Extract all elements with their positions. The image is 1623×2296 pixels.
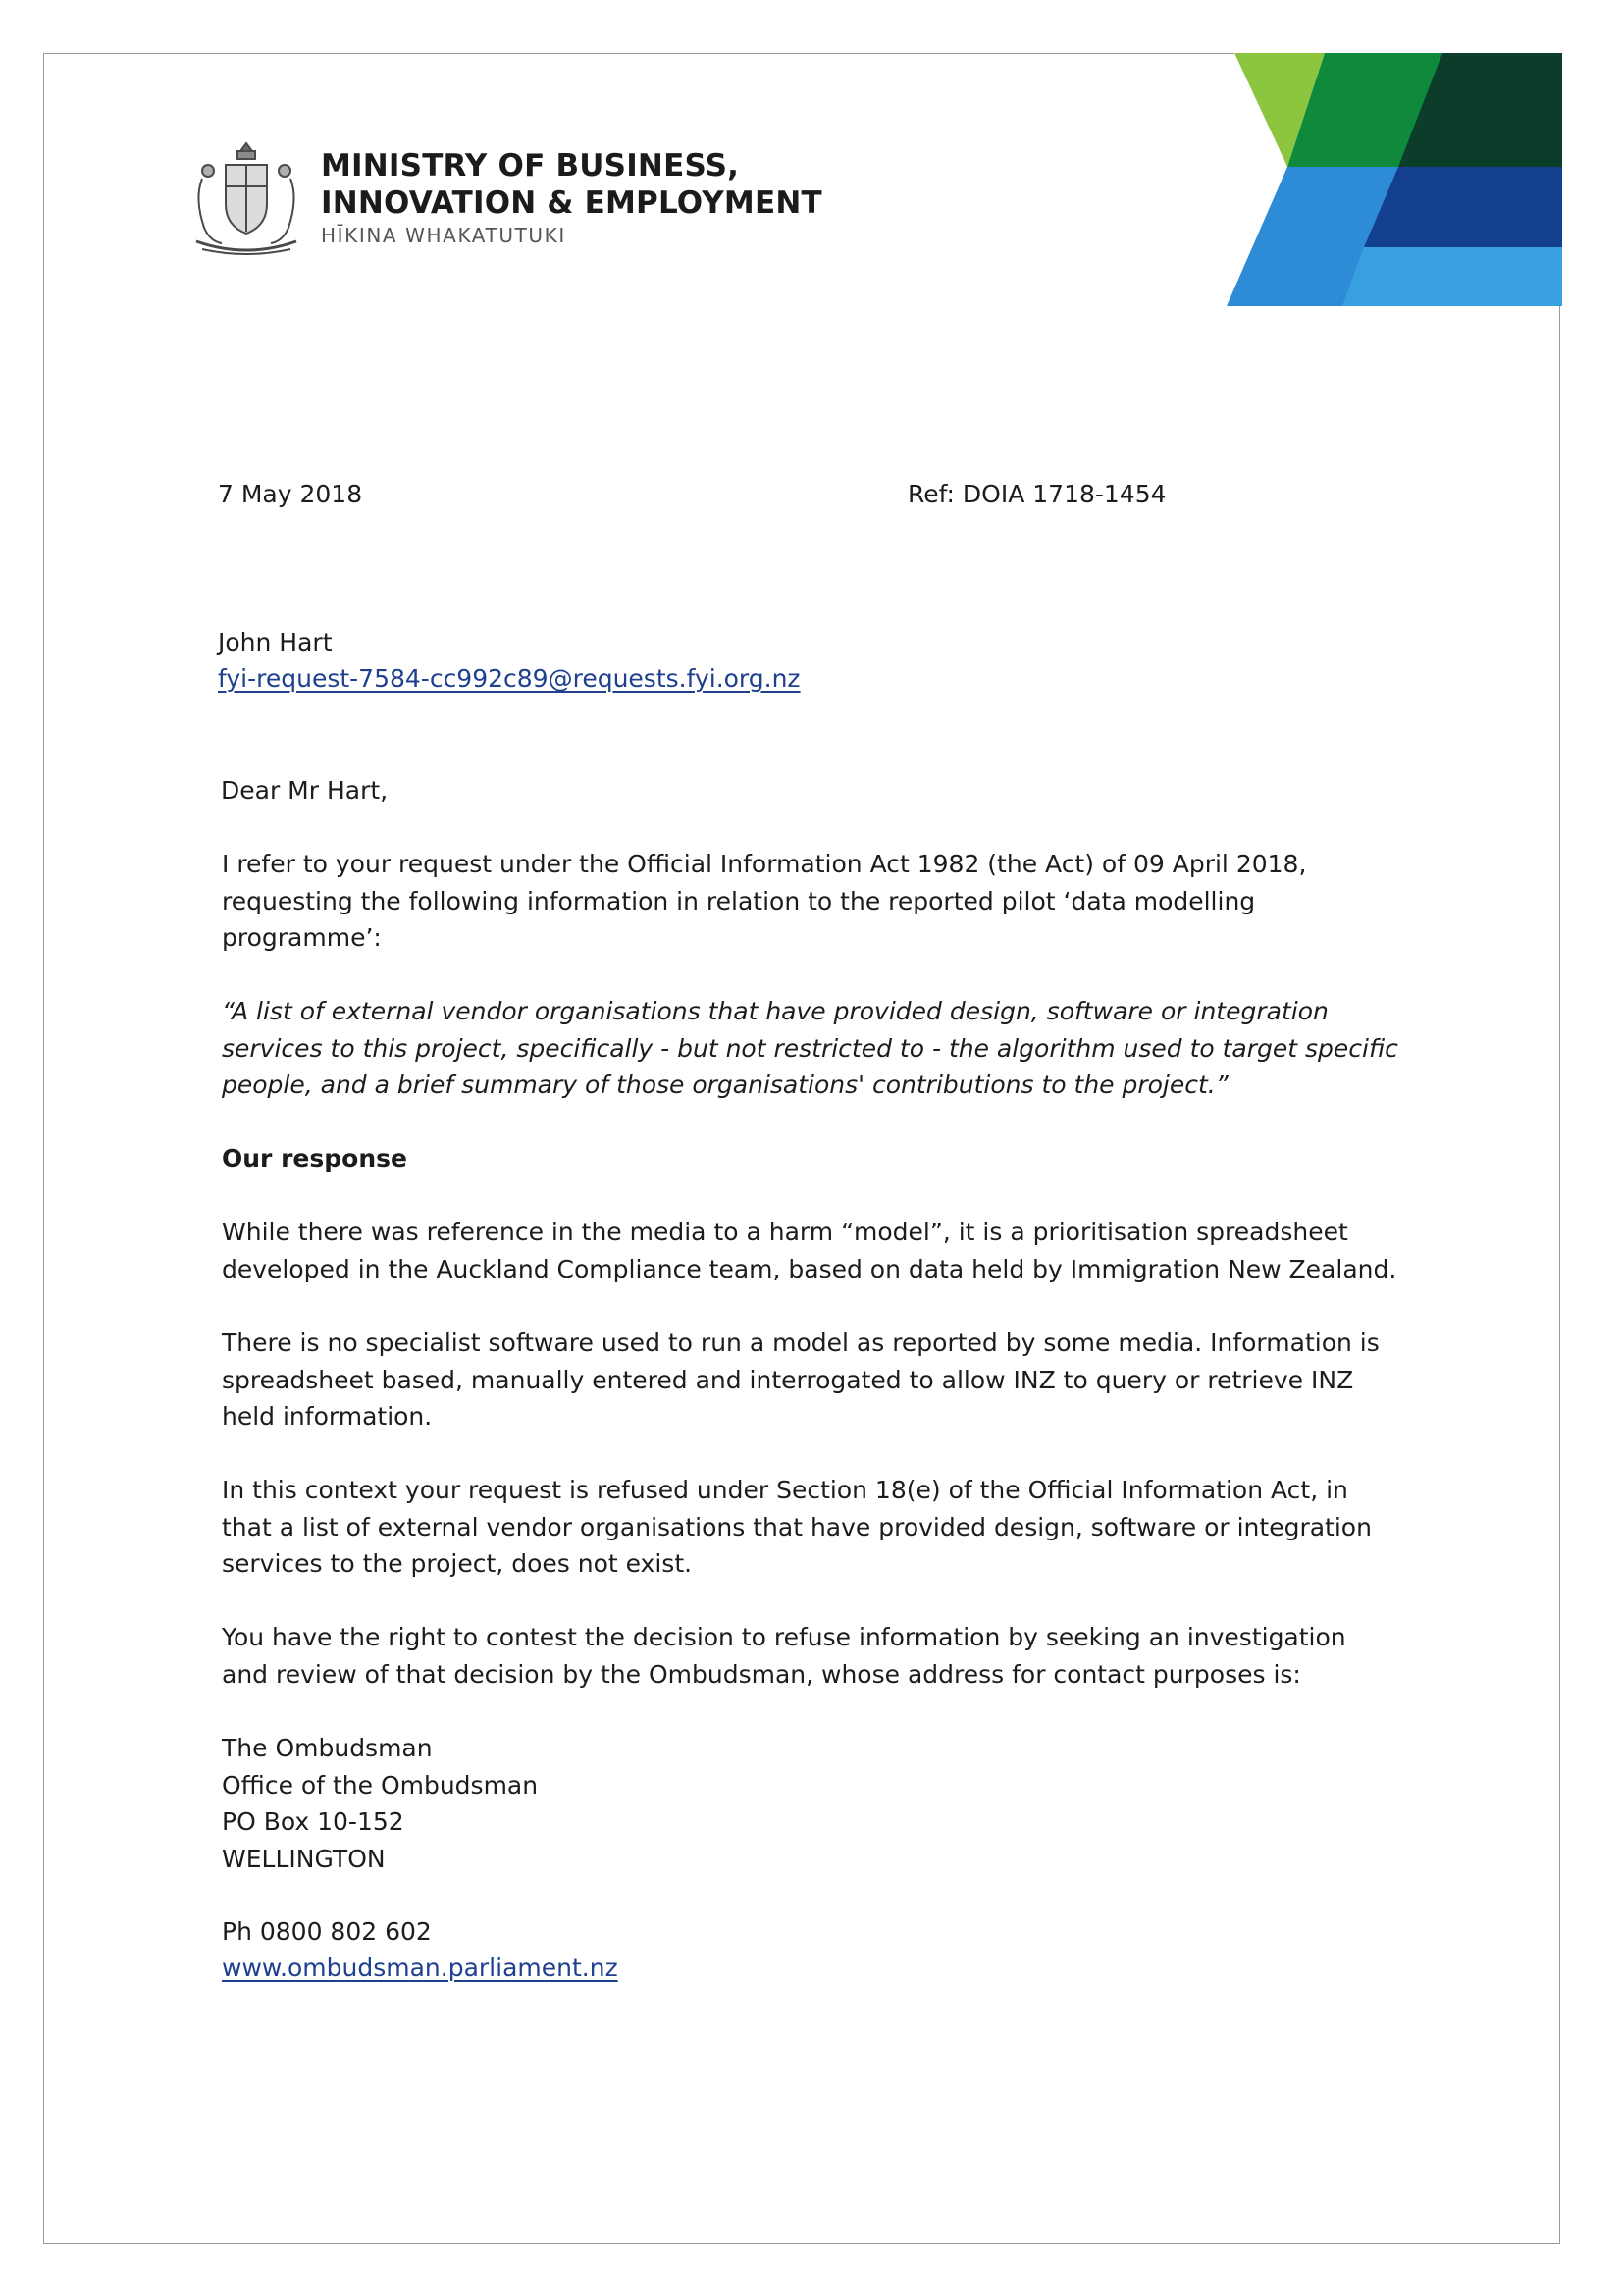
paragraph-line: While there was reference in the media to a harm “model”, it is a prioritisation spreadsheet (222, 1218, 1348, 1246)
ombudsman-address (222, 1730, 538, 1877)
address-line: PO Box 10-152 (222, 1807, 404, 1836)
paragraph-line: spreadsheet based, manually entered and interrogated to allow INZ to query or retrieve INZ (222, 1365, 1354, 1394)
address-line: The Ombudsman (222, 1734, 433, 1762)
paragraph-line: In this context your request is refused under Section 18(e) of the Official Information Act, in (222, 1476, 1348, 1504)
paragraph-line: You have the right to contest the decision to refuse information by seeking an investigation (222, 1623, 1346, 1651)
paragraph-3 (222, 1472, 1372, 1583)
ombudsman-phone: Ph 0800 802 602 (222, 1917, 432, 1946)
intro-paragraph (222, 846, 1306, 957)
paragraph-4 (222, 1619, 1346, 1693)
ombudsman-website-link[interactable]: www.ombudsman.parliament.nz (222, 1954, 618, 1982)
org-name-line2: INNOVATION & EMPLOYMENT (321, 185, 822, 221)
intro-line: programme’: (222, 923, 382, 952)
paragraph-1 (222, 1214, 1396, 1287)
brand-corner-graphic (1217, 53, 1562, 308)
org-maori-subtitle: HĪKINA WHAKATUTUKI (321, 224, 566, 247)
paragraph-line: services to the project, does not exist. (222, 1549, 693, 1578)
quote-line: services to this project, specifically - but not restricted to - the algorithm used to target specific (222, 1033, 1398, 1063)
quote-line: people, and a brief summary of those organisations' contributions to the project.” (222, 1070, 1229, 1099)
paragraph-line: There is no specialist software used to run a model as reported by some media. Information is (222, 1329, 1380, 1357)
response-heading: Our response (222, 1144, 407, 1173)
paragraph-2 (222, 1325, 1380, 1435)
salutation: Dear Mr Hart, (221, 776, 389, 805)
letter-reference: Ref: DOIA 1718-1454 (908, 480, 1167, 508)
recipient-name: John Hart (218, 628, 333, 656)
intro-line: requesting the following information in relation to the reported pilot ‘data modelling (222, 886, 1256, 915)
nz-coat-of-arms-icon (188, 139, 304, 257)
paragraph-line: that a list of external vendor organisations that have provided design, software or integration (222, 1512, 1372, 1541)
paragraph-line: and review of that decision by the Ombudsman, whose address for contact purposes is: (222, 1659, 1301, 1689)
address-line: Office of the Ombudsman (222, 1770, 539, 1800)
org-name-line1: MINISTRY OF BUSINESS, (321, 148, 740, 183)
org-name-block (321, 147, 822, 249)
request-quote (222, 993, 1398, 1104)
quote-line: “A list of external vendor organisations that have provided design, software or integration (222, 997, 1329, 1025)
paragraph-line: held information. (222, 1402, 433, 1431)
address-line: WELLINGTON (222, 1844, 386, 1873)
recipient-email-link[interactable]: fyi-request-7584-cc992c89@requests.fyi.org.nz (218, 664, 801, 693)
brand-lightblue-shape (1342, 247, 1562, 306)
paragraph-line: developed in the Auckland Compliance team, based on data held by Immigration New Zealand. (222, 1254, 1397, 1283)
brand-navy-shape (1364, 167, 1562, 247)
intro-line: I refer to your request under the Official Information Act 1982 (the Act) of 09 April 2018, (222, 850, 1307, 878)
letter-date: 7 May 2018 (218, 480, 363, 508)
